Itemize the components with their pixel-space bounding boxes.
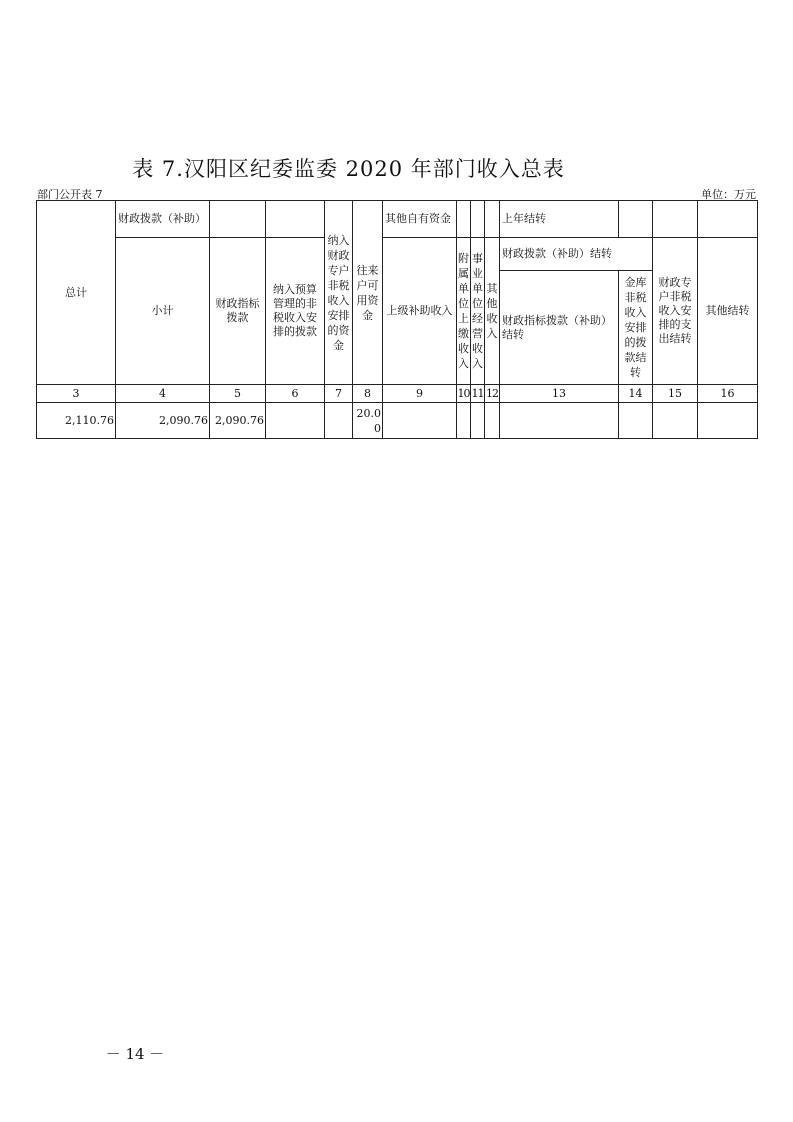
header-prev-fiscal-index: 财政指标拨款（补助）结转 — [500, 271, 619, 385]
header-fiscal-index: 财政指标拨款 — [210, 238, 266, 385]
header-empty-cell — [698, 201, 758, 238]
header-empty-cell — [210, 201, 266, 238]
cell-total: 2,110.76 — [37, 403, 116, 439]
cell-wanglai: 20.00 — [353, 403, 383, 439]
header-prev-fiscal: 财政拨款（补助）结转 — [500, 238, 653, 271]
header-empty-cell — [653, 201, 698, 238]
header-prev-year: 上年结转 — [500, 201, 619, 238]
header-empty-cell — [266, 201, 325, 238]
header-empty-cell — [457, 201, 471, 238]
col-number: 9 — [383, 385, 457, 403]
col-number: 13 — [500, 385, 619, 403]
cell-prev-fiscal-index — [500, 403, 619, 439]
table-row — [37, 403, 758, 439]
col-number: 8 — [353, 385, 383, 403]
page-number: － 14 － — [105, 1045, 165, 1063]
column-number-row — [37, 385, 758, 403]
header-business: 事业单位经营收入 — [471, 238, 485, 385]
income-summary-table — [36, 200, 758, 439]
header-empty-cell — [485, 201, 500, 238]
header-total: 总计 — [37, 201, 116, 385]
header-special-expense: 财政专户非税收入安排的支出结转 — [653, 238, 698, 385]
col-number: 5 — [210, 385, 266, 403]
table-number: 部门公开表 7 — [37, 188, 103, 201]
header-wanglai: 往来户可用资金 — [353, 201, 383, 385]
header-empty-cell — [619, 201, 653, 238]
header-empty-cell — [471, 201, 485, 238]
header-affiliate: 附属单位上缴收入 — [457, 238, 471, 385]
header-fiscal-group: 财政拨款（补助） — [116, 201, 210, 238]
col-number: 10 — [457, 385, 471, 403]
cell-business — [471, 403, 485, 439]
cell-fiscal-index: 2,090.76 — [210, 403, 266, 439]
header-other-income: 其他收入 — [485, 238, 500, 385]
col-number: 12 — [485, 385, 500, 403]
cell-subtotal: 2,090.76 — [116, 403, 210, 439]
header-budget-nontax: 纳入预算管理的非税收入安排的拨款 — [266, 238, 325, 385]
header-other-carry: 其他结转 — [698, 238, 758, 385]
unit-label: 单位：万元 — [701, 188, 756, 201]
header-other-own: 其他自有资金 — [383, 201, 457, 238]
col-number: 6 — [266, 385, 325, 403]
cell-other-income — [485, 403, 500, 439]
cell-affiliate — [457, 403, 471, 439]
col-number: 15 — [653, 385, 698, 403]
col-number: 3 — [37, 385, 116, 403]
page-title: 表 7.汉阳区纪委监委 2020 年部门收入总表 — [132, 157, 565, 181]
col-number: 4 — [116, 385, 210, 403]
header-special-nontax: 纳入财政专户非税收入安排的资金 — [325, 201, 353, 385]
header-upper-subsidy: 上级补助收入 — [383, 238, 457, 385]
cell-special-expense — [653, 403, 698, 439]
col-number: 16 — [698, 385, 758, 403]
col-number: 11 — [471, 385, 485, 403]
col-number: 7 — [325, 385, 353, 403]
header-subtotal: 小计 — [116, 238, 210, 385]
income-table-wrapper — [36, 200, 757, 439]
cell-upper-subsidy — [383, 403, 457, 439]
cell-special-nontax — [325, 403, 353, 439]
cell-budget-nontax — [266, 403, 325, 439]
cell-treasury — [619, 403, 653, 439]
cell-other-carry — [698, 403, 758, 439]
header-treasury: 金库非税收入安排的拨款结转 — [619, 271, 653, 385]
col-number: 14 — [619, 385, 653, 403]
